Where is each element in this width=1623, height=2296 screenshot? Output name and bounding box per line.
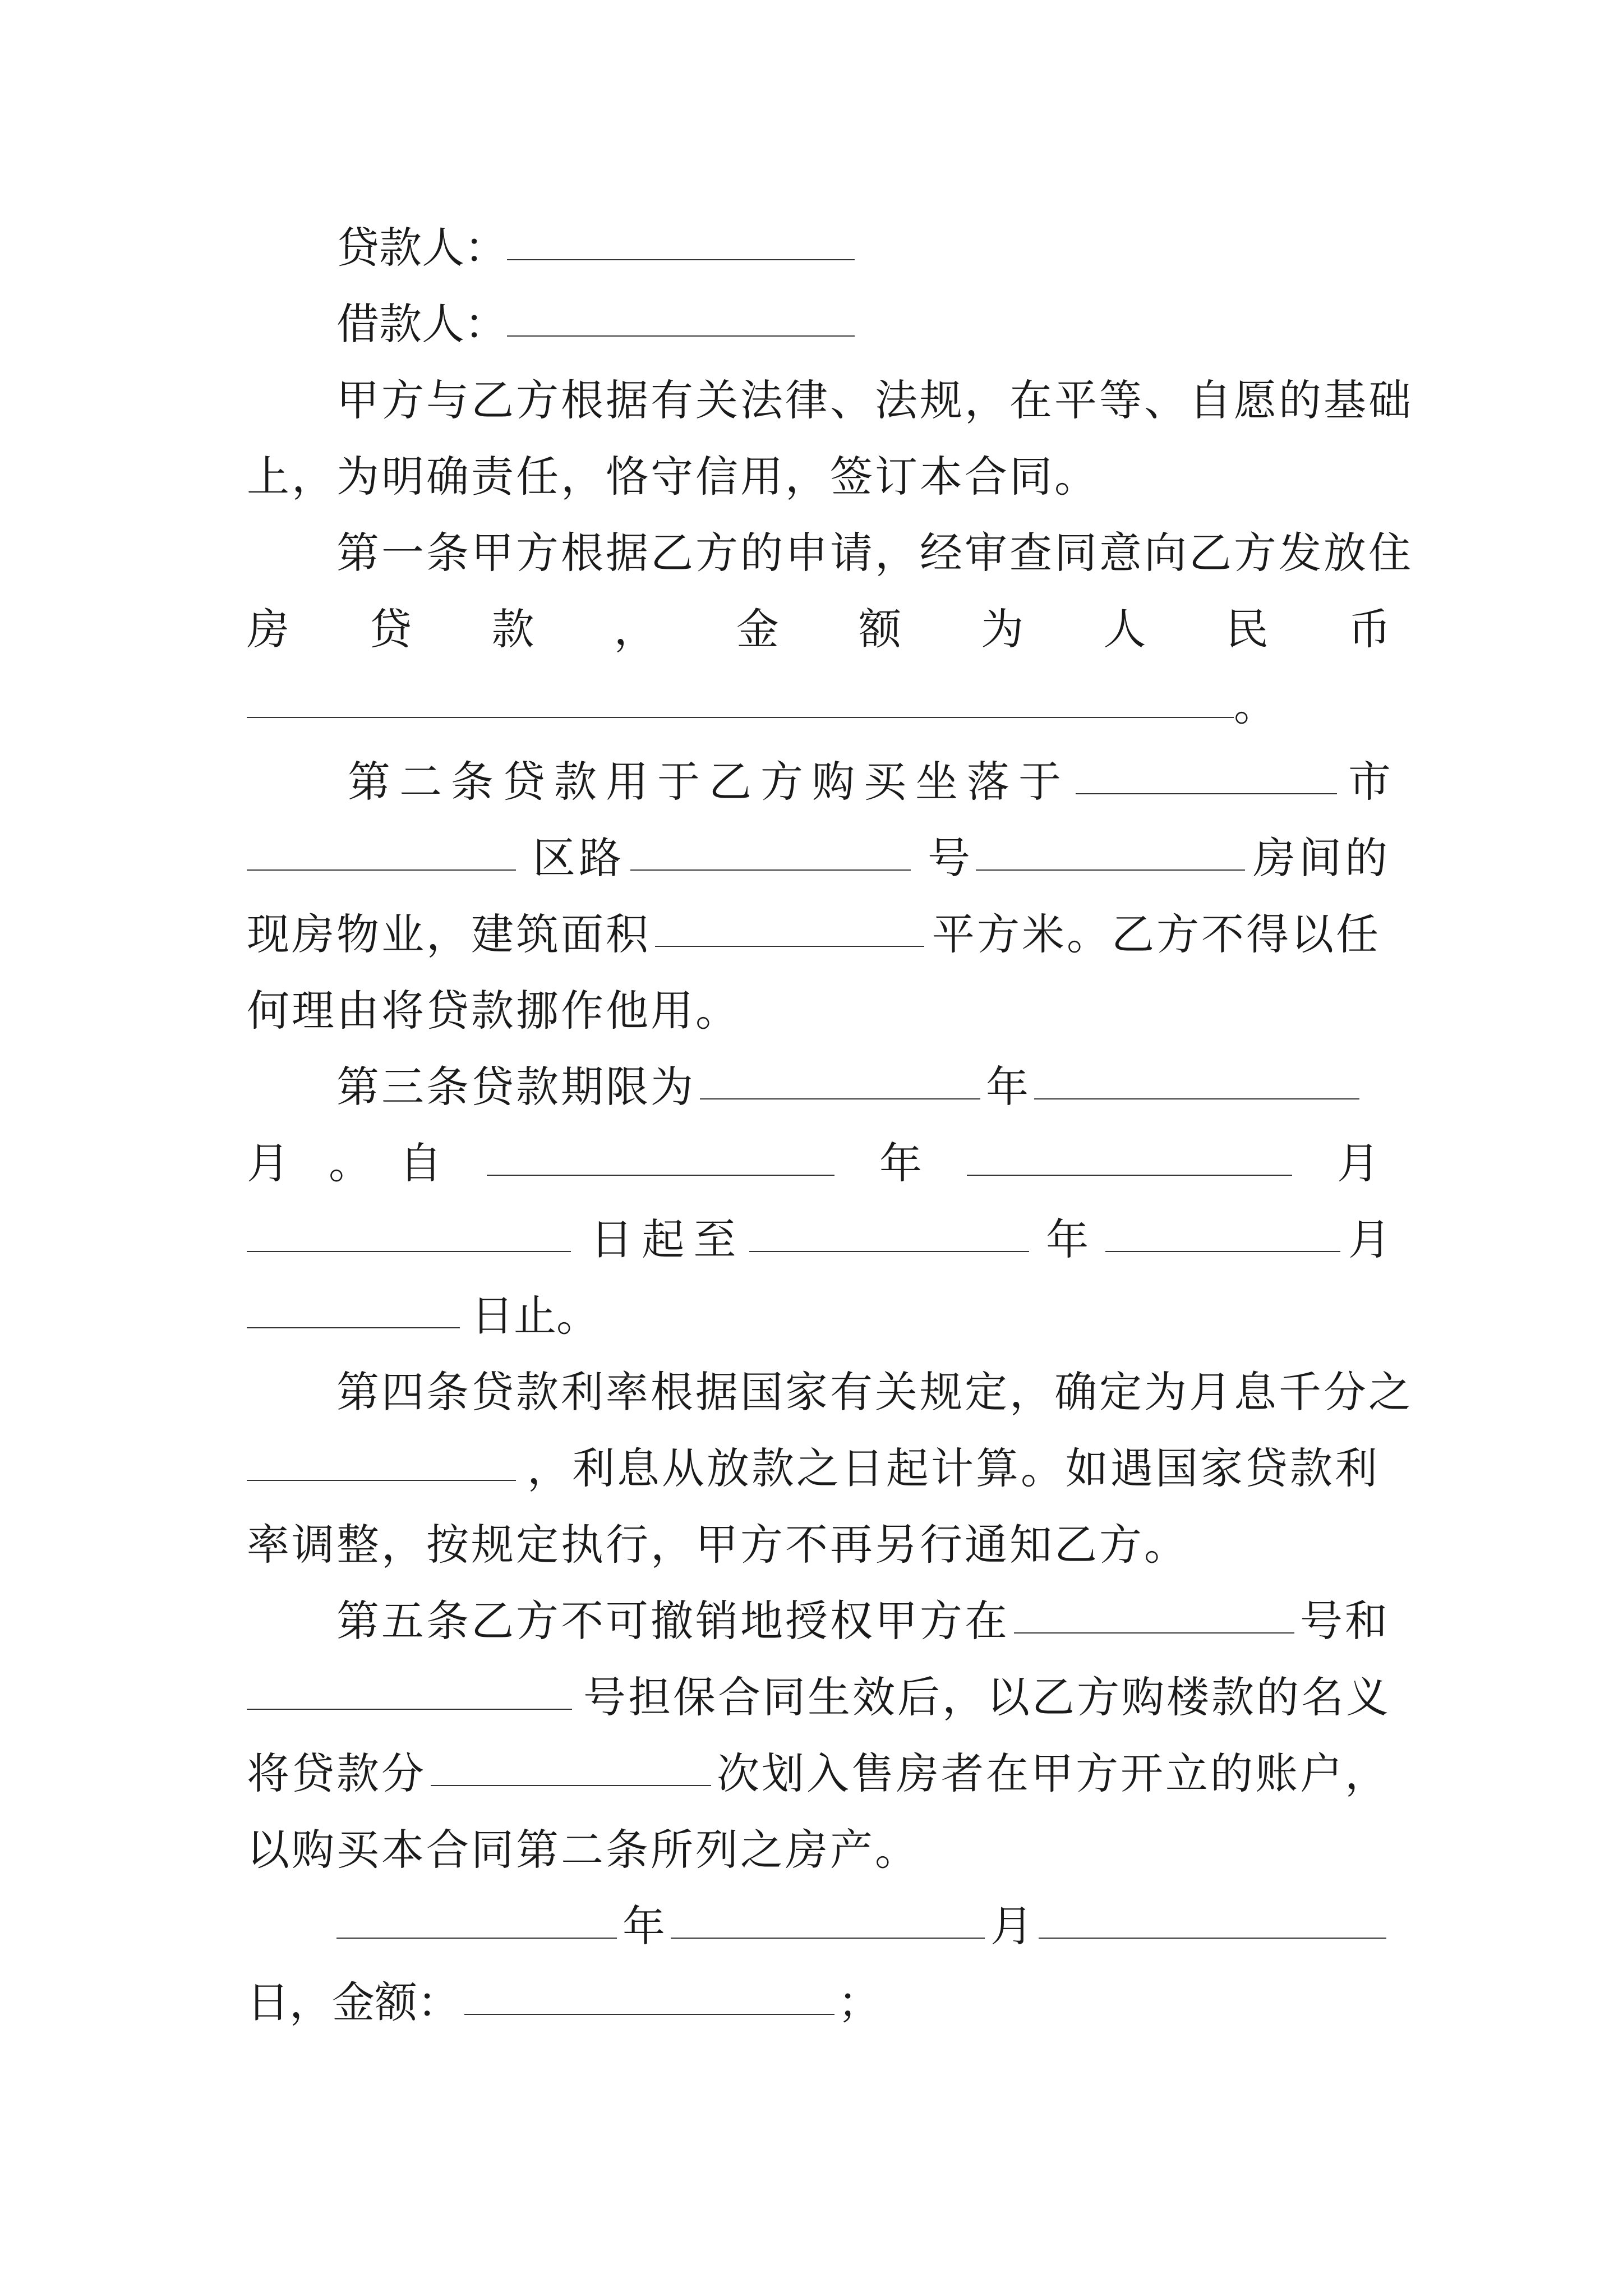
article-3-line-4 [247,1288,1391,1344]
start-month-label: 月 [1337,1138,1380,1188]
end-day-blank[interactable] [247,1288,460,1328]
schedule-line-2 [247,1975,1391,2031]
schedule-month-blank[interactable] [671,1898,985,1939]
article-1-char: 房 [247,604,289,654]
term-months-blank[interactable] [1034,1059,1359,1099]
article-1-char: 额 [859,604,902,654]
article-1-end: 。 [1234,680,1276,730]
term-years-blank[interactable] [700,1059,980,1099]
article-1-char: ， [614,604,657,654]
article-1-line-1: 第一条甲方根据乙方的申请，经审查同意向乙方发放住 [336,528,1413,578]
article-5-line-1 [336,1593,1391,1649]
article-2-area-label: 现房物业，建筑面积 [247,909,651,959]
number-label: 号 [928,833,970,883]
city-blank[interactable] [1076,754,1337,794]
article-5-line-3 [247,1746,1391,1802]
article-5-line-2 [247,1669,1391,1726]
article-5-line-4: 以购买本合同第二条所列之房产。 [247,1825,920,1875]
article-1-line-2 [247,601,1391,657]
article-2-line-1 [348,754,1391,810]
from-char: 自 [399,1138,442,1188]
term-year-label: 年 [986,1062,1029,1112]
article-1-char: 为 [981,604,1024,654]
article-1-char: 贷 [369,604,412,654]
borrower-line [336,296,1391,352]
schedule-end: ； [838,1977,880,2027]
contract-number-2-blank[interactable] [247,1669,572,1710]
article-1-char: 金 [736,604,779,654]
district-road-label: 区路 [533,833,625,883]
article-3-line-1 [336,1059,1391,1115]
article-1-line-3 [247,678,1391,734]
article-1-char: 币 [1348,604,1391,654]
article-3-line-3 [247,1212,1391,1268]
article-1-char: 款 [491,604,534,654]
number-and-label: 号和 [1300,1596,1390,1646]
installments-label: 将贷款分 [247,1749,426,1798]
term-month-label: 月 [247,1138,289,1188]
contract-number-1-blank[interactable] [1014,1593,1294,1634]
article-4-line-1: 第四条贷款利率根据国家有关规定，确定为月息千分之 [336,1367,1413,1417]
end-month-label: 月 [1348,1214,1391,1264]
end-year-label: 年 [1046,1214,1089,1264]
loan-amount-blank[interactable] [247,678,1234,718]
day-end-label: 日止。 [471,1291,599,1341]
article-2-area-unit: 平方米。乙方不得以任 [932,909,1381,959]
road-blank[interactable] [630,830,911,871]
house-number-blank[interactable] [976,830,1245,871]
intro-line-1: 甲方与乙方根据有关法律、法规，在平等、自愿的基础 [336,375,1413,425]
article-4-line-2-text: ，利息从放款之日起计算。如遇国家贷款利 [527,1443,1380,1493]
article-4-line-3: 率调整，按规定执行，甲方不再另行通知乙方。 [247,1520,1189,1570]
area-blank[interactable] [655,907,924,947]
district-blank[interactable] [247,830,516,871]
article-5-line-2-text: 号担保合同生效后，以乙方购楼款的名义 [583,1672,1391,1722]
schedule-year-label: 年 [623,1901,665,1951]
installments-text: 次划入售房者在甲方开立的账户， [717,1749,1390,1798]
article-3-text: 第三条贷款期限为 [336,1062,695,1112]
end-month-blank[interactable] [1105,1212,1340,1252]
room-label: 房间的 [1253,833,1391,883]
article-2-line-4: 何理由将贷款挪作他用。 [247,986,740,1036]
start-year-blank[interactable] [487,1135,834,1176]
day-from-label: 日起至 [590,1214,745,1264]
article-2-text: 第二条贷款用于乙方购买坐落于 [348,757,1070,807]
borrower-blank[interactable] [507,296,855,337]
schedule-amount-blank[interactable] [464,1975,834,2015]
city-label: 市 [1348,757,1391,807]
intro-line-2: 上，为明确责任，恪守信用，签订本合同。 [247,452,1099,501]
article-1-char: 人 [1103,604,1146,654]
article-1-char: 民 [1225,604,1269,654]
lender-line [336,220,1391,276]
lender-label: 贷款人： [336,223,507,273]
end-year-blank[interactable] [749,1212,1029,1252]
schedule-line-1 [336,1898,1391,1954]
interest-rate-blank[interactable] [247,1441,516,1481]
schedule-amount-label: 日，金额： [247,1977,460,2027]
schedule-month-label: 月 [990,1901,1033,1951]
schedule-day-blank[interactable] [1039,1898,1386,1939]
borrower-label: 借款人： [336,299,507,349]
start-day-blank[interactable] [247,1212,571,1252]
installments-blank[interactable] [431,1746,711,1786]
article-2-line-3 [247,907,1391,963]
lender-blank[interactable] [507,220,855,260]
article-5-text: 第五条乙方不可撤销地授权甲方在 [336,1596,1009,1646]
start-month-blank[interactable] [967,1135,1292,1176]
article-4-line-2 [247,1441,1391,1497]
article-3-line-2 [247,1135,1391,1191]
start-year-label: 年 [879,1138,922,1188]
article-2-line-2 [247,830,1391,886]
period-char: 。 [329,1138,371,1188]
schedule-year-blank[interactable] [336,1898,617,1939]
